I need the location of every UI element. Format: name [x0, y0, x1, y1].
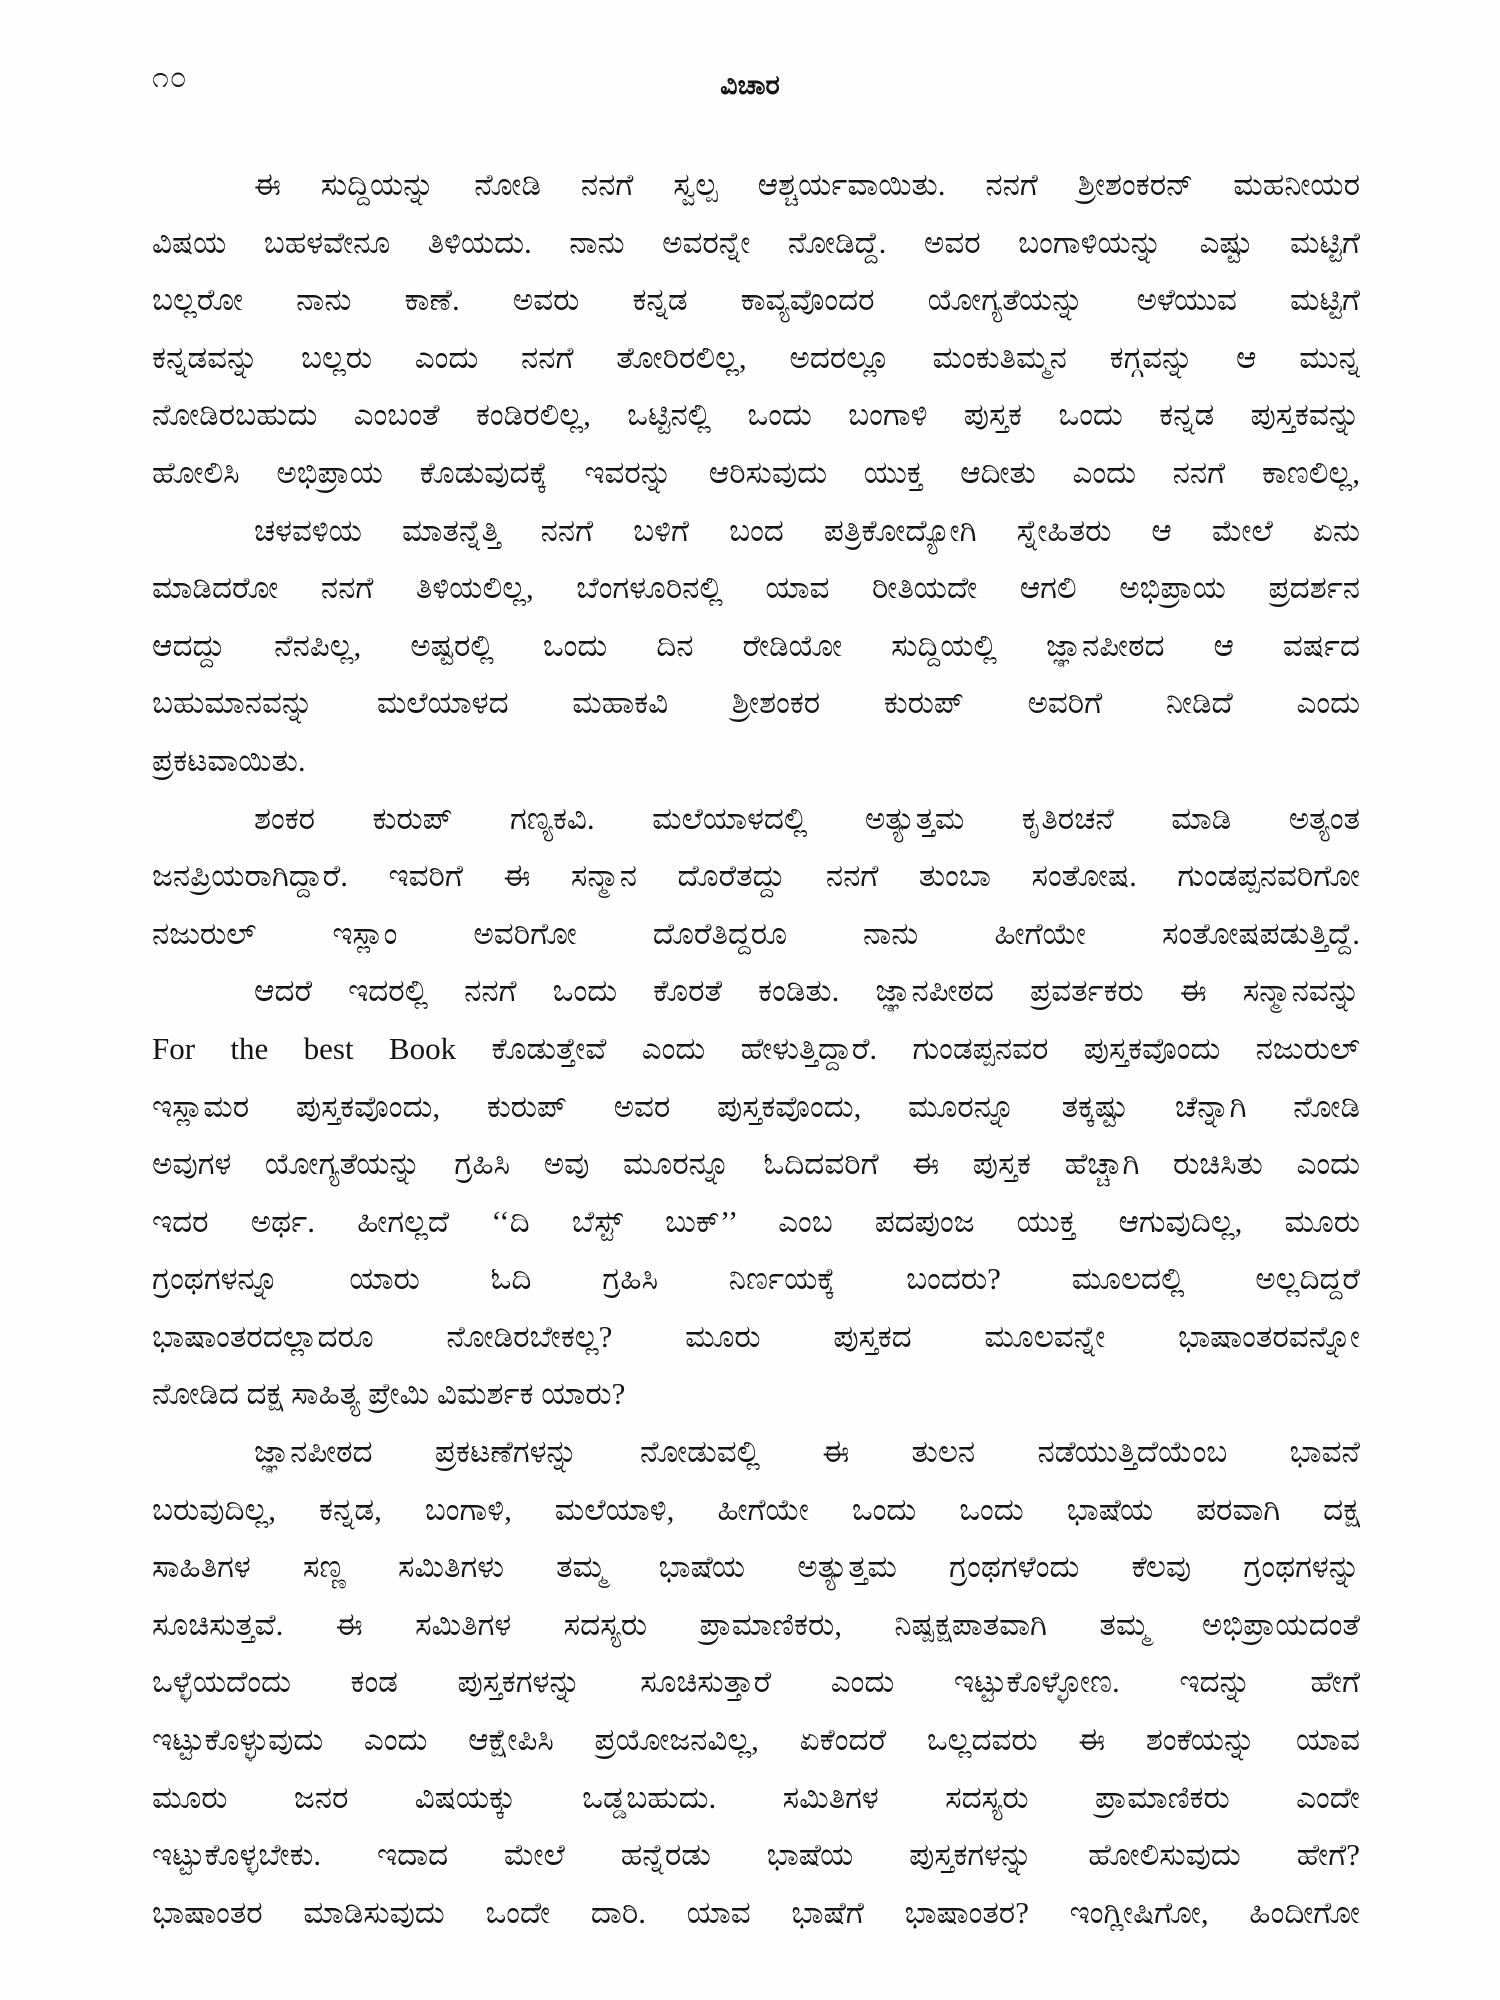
text-line: ಆದರೆ ಇದರಲ್ಲಿ ನನಗೆ ಒಂದು ಕೊರತೆ ಕಂಡಿತು. ಜ್ಞಾನಪೀಠದ ಪ್ರವರ್ತಕರು ಈ ಸನ್ಮಾನವನ್ನು: [254, 973, 1360, 1009]
text-line: ಬರುವುದಿಲ್ಲ, ಕನ್ನಡ, ಬಂಗಾಳಿ, ಮಲೆಯಾಳಿ, ಹೀಗೆಯೇ ಒಂದು ಒಂದು ಭಾಷೆಯ ಪರವಾಗಿ ದಕ್ಷ: [152, 1491, 1360, 1527]
paragraph-2: [152, 502, 1360, 790]
text-line: For the best Book ಕೊಡುತ್ತೇವೆ ಎಂದು ಹೇಳುತ್ತಿದ್ದಾರೆ. ಗುಂಡಪ್ಪನವರ ಪುಸ್ತಕವೊಂದು ನಜುರುಲ್: [152, 1030, 1360, 1066]
text-line: ಸೂಚಿಸುತ್ತವೆ. ಈ ಸಮಿತಿಗಳ ಸದಸ್ಯರು ಪ್ರಾಮಾಣಿಕರು, ನಿಷ್ಪಕ್ಷಪಾತವಾಗಿ ತಮ್ಮ ಅಭಿಪ್ರಾಯದಂತೆ: [152, 1606, 1360, 1642]
text-line: ಇಟ್ಟುಕೊಳ್ಳಬೇಕು. ಇದಾದ ಮೇಲೆ ಹನ್ನೆರಡು ಭಾಷೆಯ ಪುಸ್ತಕಗಳನ್ನು ಹೋಲಿಸುವುದು ಹೇಗೆ?: [152, 1837, 1360, 1873]
running-title: ವಿಚಾರ: [720, 70, 780, 101]
text-line: ಇದರ ಅರ್ಥ. ಹೀಗಲ್ಲದೆ ‘‘ದಿ ಬೆಸ್ಟ್ ಬುಕ್’’ ಎಂಬ ಪದಪುಂಜ ಯುಕ್ತ ಆಗುವುದಿಲ್ಲ, ಮೂರು: [152, 1203, 1360, 1239]
text-line: ಈ ಸುದ್ದಿಯನ್ನು ನೋಡಿ ನನಗೆ ಸ್ವಲ್ಪ ಆಶ್ಚರ್ಯವಾಯಿತು. ನನಗೆ ಶ್ರೀಶಂಕರನ್ ಮಹನೀಯರ: [254, 167, 1360, 202]
text-line: ಭಾಷಾಂತರ ಮಾಡಿಸುವುದು ಒಂದೇ ದಾರಿ. ಯಾವ ಭಾಷೆಗೆ ಭಾಷಾಂತರ? ಇಂಗ್ಲೀಷಿಗೋ, ಹಿಂದೀಗೋ: [152, 1894, 1360, 1930]
text-line: ಕನ್ನಡವನ್ನು ಬಲ್ಲರು ಎಂದು ನನಗೆ ತೋರಿರಲಿಲ್ಲ, ಅದರಲ್ಲೂ ಮಂಕುತಿಮ್ಮನ ಕಗ್ಗವನ್ನು ಆ ಮುನ್ನ: [152, 339, 1360, 375]
text-line: ಜ್ಞಾನಪೀಠದ ಪ್ರಕಟಣೆಗಳನ್ನು ನೋಡುವಲ್ಲಿ ಈ ತುಲನ ನಡೆಯುತ್ತಿದೆಯೆಂಬ ಭಾವನೆ: [254, 1434, 1360, 1470]
paragraph-3: [152, 790, 1360, 963]
text-line: ಬಹುಮಾನವನ್ನು ಮಲೆಯಾಳದ ಮಹಾಕವಿ ಶ್ರೀಶಂಕರ ಕುರುಪ್ ಅವರಿಗೆ ನೀಡಿದೆ ಎಂದು: [152, 685, 1360, 721]
paragraph-5: [152, 1423, 1360, 1941]
text-line: ನಜುರುಲ್ ಇಸ್ಲಾಂ ಅವರಿಗೋ ದೊರೆತಿದ್ದರೂ ನಾನು ಹೀಗೆಯೇ ಸಂತೋಷಪಡುತ್ತಿದ್ದೆ.: [152, 915, 1360, 951]
text-line: ಇಸ್ಲಾಮರ ಪುಸ್ತಕವೊಂದು, ಕುರುಪ್ ಅವರ ಪುಸ್ತಕವೊಂದು, ಮೂರನ್ನೂ ತಕ್ಕಷ್ಟು ಚೆನ್ನಾಗಿ ನೋಡಿ: [152, 1088, 1360, 1124]
paragraph-4: [152, 962, 1360, 1423]
text-line: ಅವುಗಳ ಯೋಗ್ಯತೆಯನ್ನು ಗ್ರಹಿಸಿ ಅವು ಮೂರನ್ನೂ ಓದಿದವರಿಗೆ ಈ ಪುಸ್ತಕ ಹೆಚ್ಚಾಗಿ ರುಚಿಸಿತು ಎಂದು: [152, 1146, 1360, 1182]
text-line: ಮಾಡಿದರೋ ನನಗೆ ತಿಳಿಯಲಿಲ್ಲ, ಬೆಂಗಳೂರಿನಲ್ಲಿ ಯಾವ ರೀತಿಯದೇ ಆಗಲಿ ಅಭಿಪ್ರಾಯ ಪ್ರದರ್ಶನ: [152, 570, 1360, 606]
text-line: ಹೋಲಿಸಿ ಅಭಿಪ್ರಾಯ ಕೊಡುವುದಕ್ಕೆ ಇವರನ್ನು ಆರಿಸುವುದು ಯುಕ್ತ ಆದೀತು ಎಂದು ನನಗೆ ಕಾಣಲಿಲ್ಲ,: [152, 454, 1360, 490]
text-line: ಮೂರು ಜನರ ವಿಷಯಕ್ಕು ಒಡ್ಡಬಹುದು. ಸಮಿತಿಗಳ ಸದಸ್ಯರು ಪ್ರಾಮಾಣಿಕರು ಎಂದೇ: [152, 1779, 1360, 1815]
text-line: ಸಾಹಿತಿಗಳ ಸಣ್ಣ ಸಮಿತಿಗಳು ತಮ್ಮ ಭಾಷೆಯ ಅತ್ಯುತ್ತಮ ಗ್ರಂಥಗಳೆಂದು ಕೆಲವು ಗ್ರಂಥಗಳನ್ನು: [152, 1549, 1360, 1585]
text-line: ಆದದ್ದು ನೆನಪಿಲ್ಲ, ಅಷ್ಟರಲ್ಲಿ ಒಂದು ದಿನ ರೇಡಿಯೋ ಸುದ್ದಿಯಲ್ಲಿ ಜ್ಞಾನಪೀಠದ ಆ ವರ್ಷದ: [152, 627, 1360, 663]
text-line: ಒಳ್ಳೆಯದೆಂದು ಕಂಡ ಪುಸ್ತಕಗಳನ್ನು ಸೂಚಿಸುತ್ತಾರೆ ಎಂದು ಇಟ್ಟುಕೊಳ್ಳೋಣ. ಇದನ್ನು ಹೇಗೆ: [152, 1664, 1360, 1700]
text-line: ಇಟ್ಟುಕೊಳ್ಳುವುದು ಎಂದು ಆಕ್ಷೇಪಿಸಿ ಪ್ರಯೋಜನವಿಲ್ಲ, ಏಕೆಂದರೆ ಒಲ್ಲದವರು ಈ ಶಂಕೆಯನ್ನು ಯಾವ: [152, 1722, 1360, 1758]
text-line: ಗ್ರಂಥಗಳನ್ನೂ ಯಾರು ಓದಿ ಗ್ರಹಿಸಿ ನಿರ್ಣಯಕ್ಕೆ ಬಂದರು? ಮೂಲದಲ್ಲಿ ಅಲ್ಲದಿದ್ದರೆ: [152, 1261, 1360, 1297]
text-line: ನೋಡಿದ ದಕ್ಷ ಸಾಹಿತ್ಯ ಪ್ರೇಮಿ ವಿಮರ್ಶಕ ಯಾರು?: [152, 1376, 626, 1412]
text-line: ವಿಷಯ ಬಹಳವೇನೂ ತಿಳಿಯದು. ನಾನು ಅವರನ್ನೇ ನೋಡಿದ್ದೆ. ಅವರ ಬಂಗಾಳಿಯನ್ನು ಎಷ್ಟು ಮಟ್ಟಿಗೆ: [152, 224, 1360, 260]
text-line: ಭಾಷಾಂತರದಲ್ಲಾದರೂ ನೋಡಿರಬೇಕಲ್ಲ? ಮೂರು ಪುಸ್ತಕದ ಮೂಲವನ್ನೇ ಭಾಷಾಂತರವನ್ನೋ: [152, 1318, 1360, 1354]
text-line: ಶಂಕರ ಕುರುಪ್ ಗಣ್ಯಕವಿ. ಮಲೆಯಾಳದಲ್ಲಿ ಅತ್ಯುತ್ತಮ ಕೃತಿರಚನೆ ಮಾಡಿ ಅತ್ಯಂತ: [254, 800, 1360, 836]
text-line: ಬಲ್ಲರೋ ನಾನು ಕಾಣೆ. ಅವರು ಕನ್ನಡ ಕಾವ್ಯವೊಂದರ ಯೋಗ್ಯತೆಯನ್ನು ಅಳೆಯುವ ಮಟ್ಟಿಗೆ: [152, 282, 1360, 318]
text-line: ಜನಪ್ರಿಯರಾಗಿದ್ದಾರೆ. ಇವರಿಗೆ ಈ ಸನ್ಮಾನ ದೊರೆತದ್ದು ನನಗೆ ತುಂಬಾ ಸಂತೋಷ. ಗುಂಡಪ್ಪನವರಿಗೋ: [152, 858, 1360, 894]
body-text: [152, 156, 1360, 1941]
text-line: ಚಳವಳಿಯ ಮಾತನ್ನೆತ್ತಿ ನನಗೆ ಬಳಿಗೆ ಬಂದ ಪತ್ರಿಕೋದ್ಯೋಗಿ ಸ್ನೇಹಿತರು ಆ ಮೇಲೆ ಏನು: [254, 512, 1360, 548]
text-line: ಪ್ರಕಟವಾಯಿತು.: [152, 742, 306, 778]
page-number: ೧೦: [152, 60, 188, 95]
text-line: ನೋಡಿರಬಹುದು ಎಂಬಂತೆ ಕಂಡಿರಲಿಲ್ಲ, ಒಟ್ಟಿನಲ್ಲಿ ಒಂದು ಬಂಗಾಳಿ ಪುಸ್ತಕ ಒಂದು ಕನ್ನಡ ಪುಸ್ತಕವನ್ನು: [152, 397, 1360, 433]
paragraph-1: [152, 156, 1360, 502]
